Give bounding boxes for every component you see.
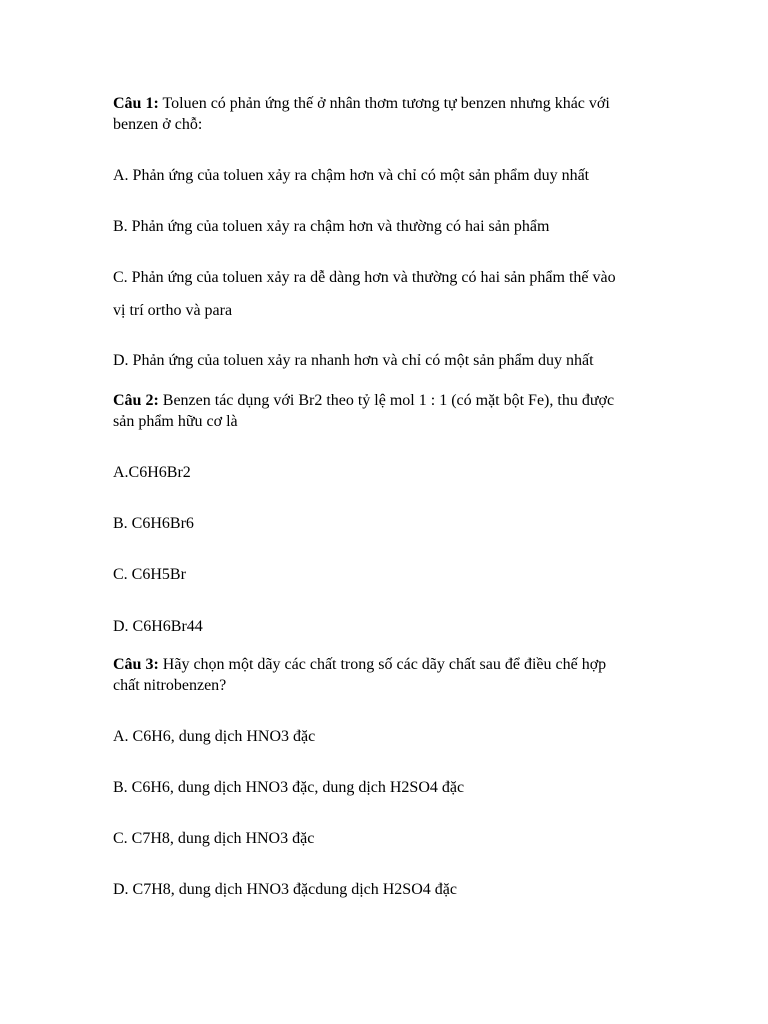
question-1-line-1 (113, 94, 673, 114)
question-3-option-a: A. C6H6, dung dịch HNO3 đặc (113, 728, 316, 745)
question-1-option-b: B. Phản ứng của toluen xảy ra chậm hơn và thường có hai sản phẩm (113, 218, 550, 235)
question-3-option-c: C. C7H8, dung dịch HNO3 đặc (113, 830, 315, 847)
question-1-option-d: D. Phản ứng của toluen xảy ra nhanh hơn và chỉ có một sản phẩm duy nhất (113, 352, 594, 369)
question-1-line-2: benzen ở chỗ: (113, 116, 203, 133)
question-2-option-a: A.C6H6Br2 (113, 464, 191, 481)
question-3-line-2: chất nitrobenzen? (113, 677, 227, 694)
question-1-option-c-line-1: C. Phản ứng của toluen xảy ra dễ dàng hơn và thường có hai sản phẩm thế vào (113, 269, 616, 286)
question-1-text: Toluen có phản ứng thế ở nhân thơm tương tự benzen nhưng khác với (158, 95, 610, 112)
question-1-label: Câu 1: (113, 95, 159, 112)
question-2-option-b: B. C6H6Br6 (113, 515, 194, 532)
question-3-text: Hãy chọn một dãy các chất trong số các dãy chất sau để điều chế hợp (158, 656, 607, 673)
question-3-label: Câu 3: (113, 656, 159, 673)
question-2-option-d: D. C6H6Br44 (113, 618, 203, 635)
question-1-option-c-line-2: vị trí ortho và para (113, 302, 233, 319)
question-1-option-a: A. Phản ứng của toluen xảy ra chậm hơn và chỉ có một sản phẩm duy nhất (113, 167, 590, 184)
question-3-line-1 (113, 655, 673, 675)
question-3-option-d: D. C7H8, dung dịch HNO3 đặcdung dịch H2SO4 đặc (113, 881, 457, 898)
question-2-text: Benzen tác dụng với Br2 theo tỷ lệ mol 1 : 1 (có mặt bột Fe), thu được (158, 392, 615, 409)
question-2-label: Câu 2: (113, 392, 159, 409)
question-3-option-b: B. C6H6, dung dịch HNO3 đặc, dung dịch H2SO4 đặc (113, 779, 465, 796)
question-2-line-1 (113, 391, 673, 411)
question-2-line-2: sản phẩm hữu cơ là (113, 413, 238, 430)
question-2-option-c: C. C6H5Br (113, 566, 186, 583)
